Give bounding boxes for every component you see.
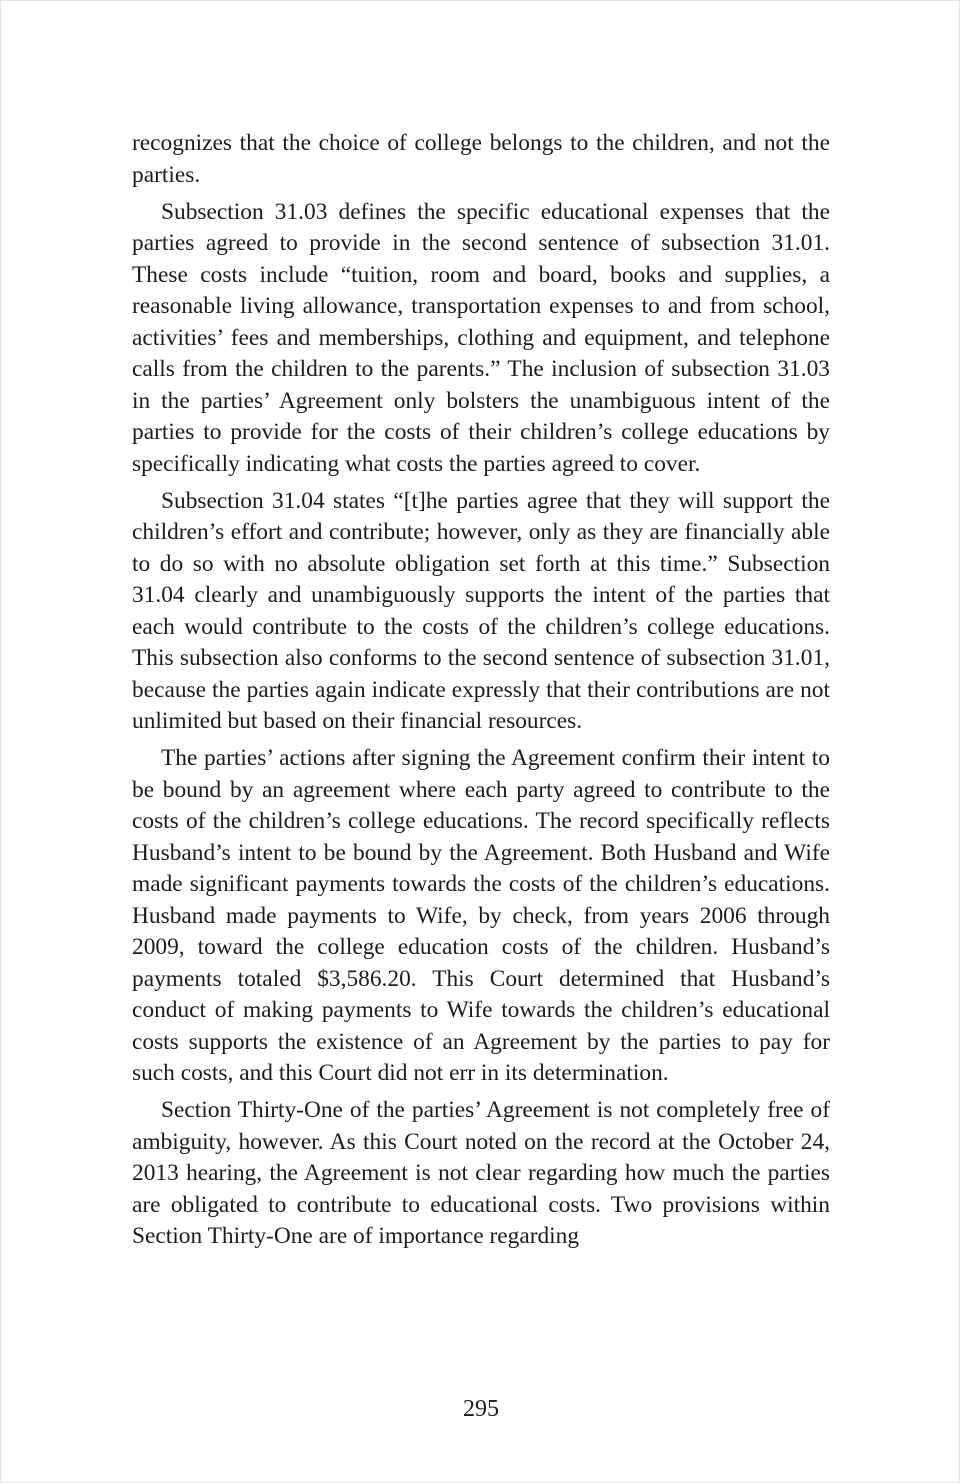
paragraph-subsection-31-03: Subsection 31.03 defines the specific educational expenses that the parties agreed to provide in the second sentence of subsection 31.01. These costs include “tuition, room and board, books and supplies, a reasonable living allowance, transportation expenses to and from school, activities’ fees and memberships, clothing and equipment, and telephone calls from the children to the parents.” The inclusion of subsection 31.03 in the parties’ Agreement only bolsters the unambiguous intent of the parties to provide for the costs of their children’s college educations by specifically indicating what costs the parties agreed to cover. [132,198,830,477]
paragraph-subsection-31-04: Subsection 31.04 states “[t]he parties agree that they will support the children’s effort and contribute; however, only as they are financially able to do so with no absolute obligation set forth at this time.” Subsection 31.04 clearly and unambiguously supports the intent of the parties that each would contribute to the costs of the children’s college educations. This subsection also conforms to the second sentence of subsection 31.01, because the parties again indicate expressly that their contributions are not unlimited but based on their financial resources. [132,487,830,734]
body-text [132,128,830,1258]
paragraph-continued: recognizes that the choice of college belongs to the children, and not the parties. [132,130,830,188]
paragraph-section-thirty-one: Section Thirty-One of the parties’ Agreement is not completely free of ambiguity, however. As this Court noted on the record at the October 24, 2013 hearing, the Agreement is not clear regarding how much the parties are obligated to contribute to educational costs. Two provisions within Section Thirty-One are of importance regarding [132,1097,830,1249]
page-number: 295 [463,1396,499,1422]
paragraph-parties-actions: The parties’ actions after signing the Agreement confirm their intent to be bound by an agreement where each party agreed to contribute to the costs of the children’s college educations. The record specifically reflects Husband’s intent to be bound by the Agreement. Both Husband and Wife made significant payments towards the costs of the children’s educations. Husband made payments to Wife, by check, from years 2006 through 2009, toward the college education costs of the children. Husband’s payments totaled $3,586.20. This Court determined that Husband’s conduct of making payments to Wife towards the children’s educational costs supports the existence of an Agreement by the parties to pay for such costs, and this Court did not err in its determination. [132,745,830,1086]
